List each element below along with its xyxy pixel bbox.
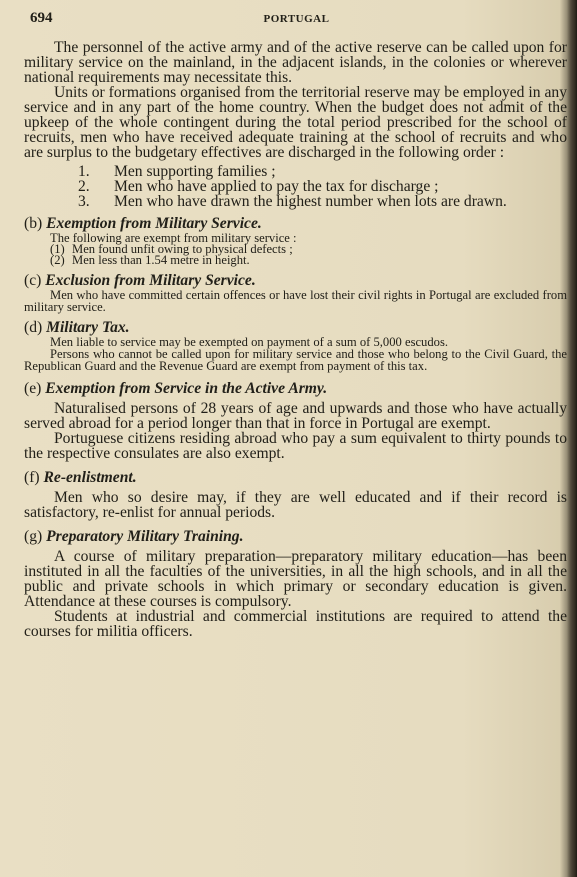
section-heading-f: (f) Re-enlistment. bbox=[24, 469, 137, 486]
running-title: PORTUGAL bbox=[263, 13, 330, 25]
page-number: 694 bbox=[30, 10, 53, 26]
section-heading-d: (d) Military Tax. bbox=[24, 319, 130, 336]
section-heading-e: (e) Exemption from Service in the Active Army. bbox=[24, 380, 328, 397]
page-edge-shadow bbox=[567, 0, 577, 877]
list-item: 1. Men supporting families ; bbox=[78, 163, 276, 180]
section-heading-b: (b) Exemption from Military Service. bbox=[24, 215, 262, 232]
page-body bbox=[24, 40, 567, 639]
section-heading-g: (g) Preparatory Military Training. bbox=[24, 528, 244, 545]
page-header bbox=[30, 10, 563, 30]
list-item: 2. Men who have applied to pay the tax for discharge ; bbox=[78, 178, 439, 195]
exemption-list bbox=[24, 244, 567, 266]
list-item: (2) Men less than 1.54 metre in height. bbox=[50, 253, 250, 267]
intro-paragraph-2: Units or formations organised from the territorial reserve may be employed in any service and in any part of the home country. When the budget does not admit of the upkeep of the whole contingent during the total period prescribed for the school of recruits, men who have received adequate training at the school of recruits and who are surplus to the budgetary effectives are discharged in the following order : bbox=[24, 84, 567, 161]
section-g-paragraph-2: Students at industrial and commercial institutions are required to attend the courses for militia officers. bbox=[24, 608, 567, 640]
discharge-order-list bbox=[24, 164, 567, 209]
section-d-paragraph-2: Persons who cannot be called upon for military service and those who belong to the Civil Guard, the Republican Guard and the Revenue Guard are exempt from payment of this tax. bbox=[24, 347, 567, 373]
intro-paragraph-1: The personnel of the active army and of the active reserve can be called upon for military service on the mainland, in the adjacent islands, in the colonies or wherever national requirements may necessitate this. bbox=[24, 39, 567, 86]
section-c-text: Men who have committed certain offences or have lost their civil rights in Portugal are excluded from military service. bbox=[24, 288, 567, 314]
list-item: 3. Men who have drawn the highest number when lots are drawn. bbox=[78, 193, 507, 210]
section-d-paragraph-1: Men liable to service may be exempted on payment of a sum of 5,000 escudos. bbox=[50, 335, 448, 349]
section-b-intro: The following are exempt from military service : bbox=[50, 231, 297, 245]
list-item: (1) Men found unfit owing to physical defects ; bbox=[50, 242, 293, 256]
section-g-paragraph-1: A course of military preparation—preparatory military education—has been instituted in all the faculties of the universities, in all the high schools, and in all the public and private schools in which primary or secondary education is given. Attendance at these courses is compulsory. bbox=[24, 548, 567, 610]
section-heading-c: (c) Exclusion from Military Service. bbox=[24, 272, 256, 289]
section-e-paragraph-2: Portuguese citizens residing abroad who pay a sum equivalent to thirty pounds to the respective consulates are also exempt. bbox=[24, 430, 567, 462]
section-f-text: Men who so desire may, if they are well educated and if their record is satisfactory, re-enlist for annual periods. bbox=[24, 489, 567, 521]
section-e-paragraph-1: Naturalised persons of 28 years of age and upwards and those who have actually served abroad for a period longer than that in force in Portugal are exempt. bbox=[24, 400, 567, 432]
